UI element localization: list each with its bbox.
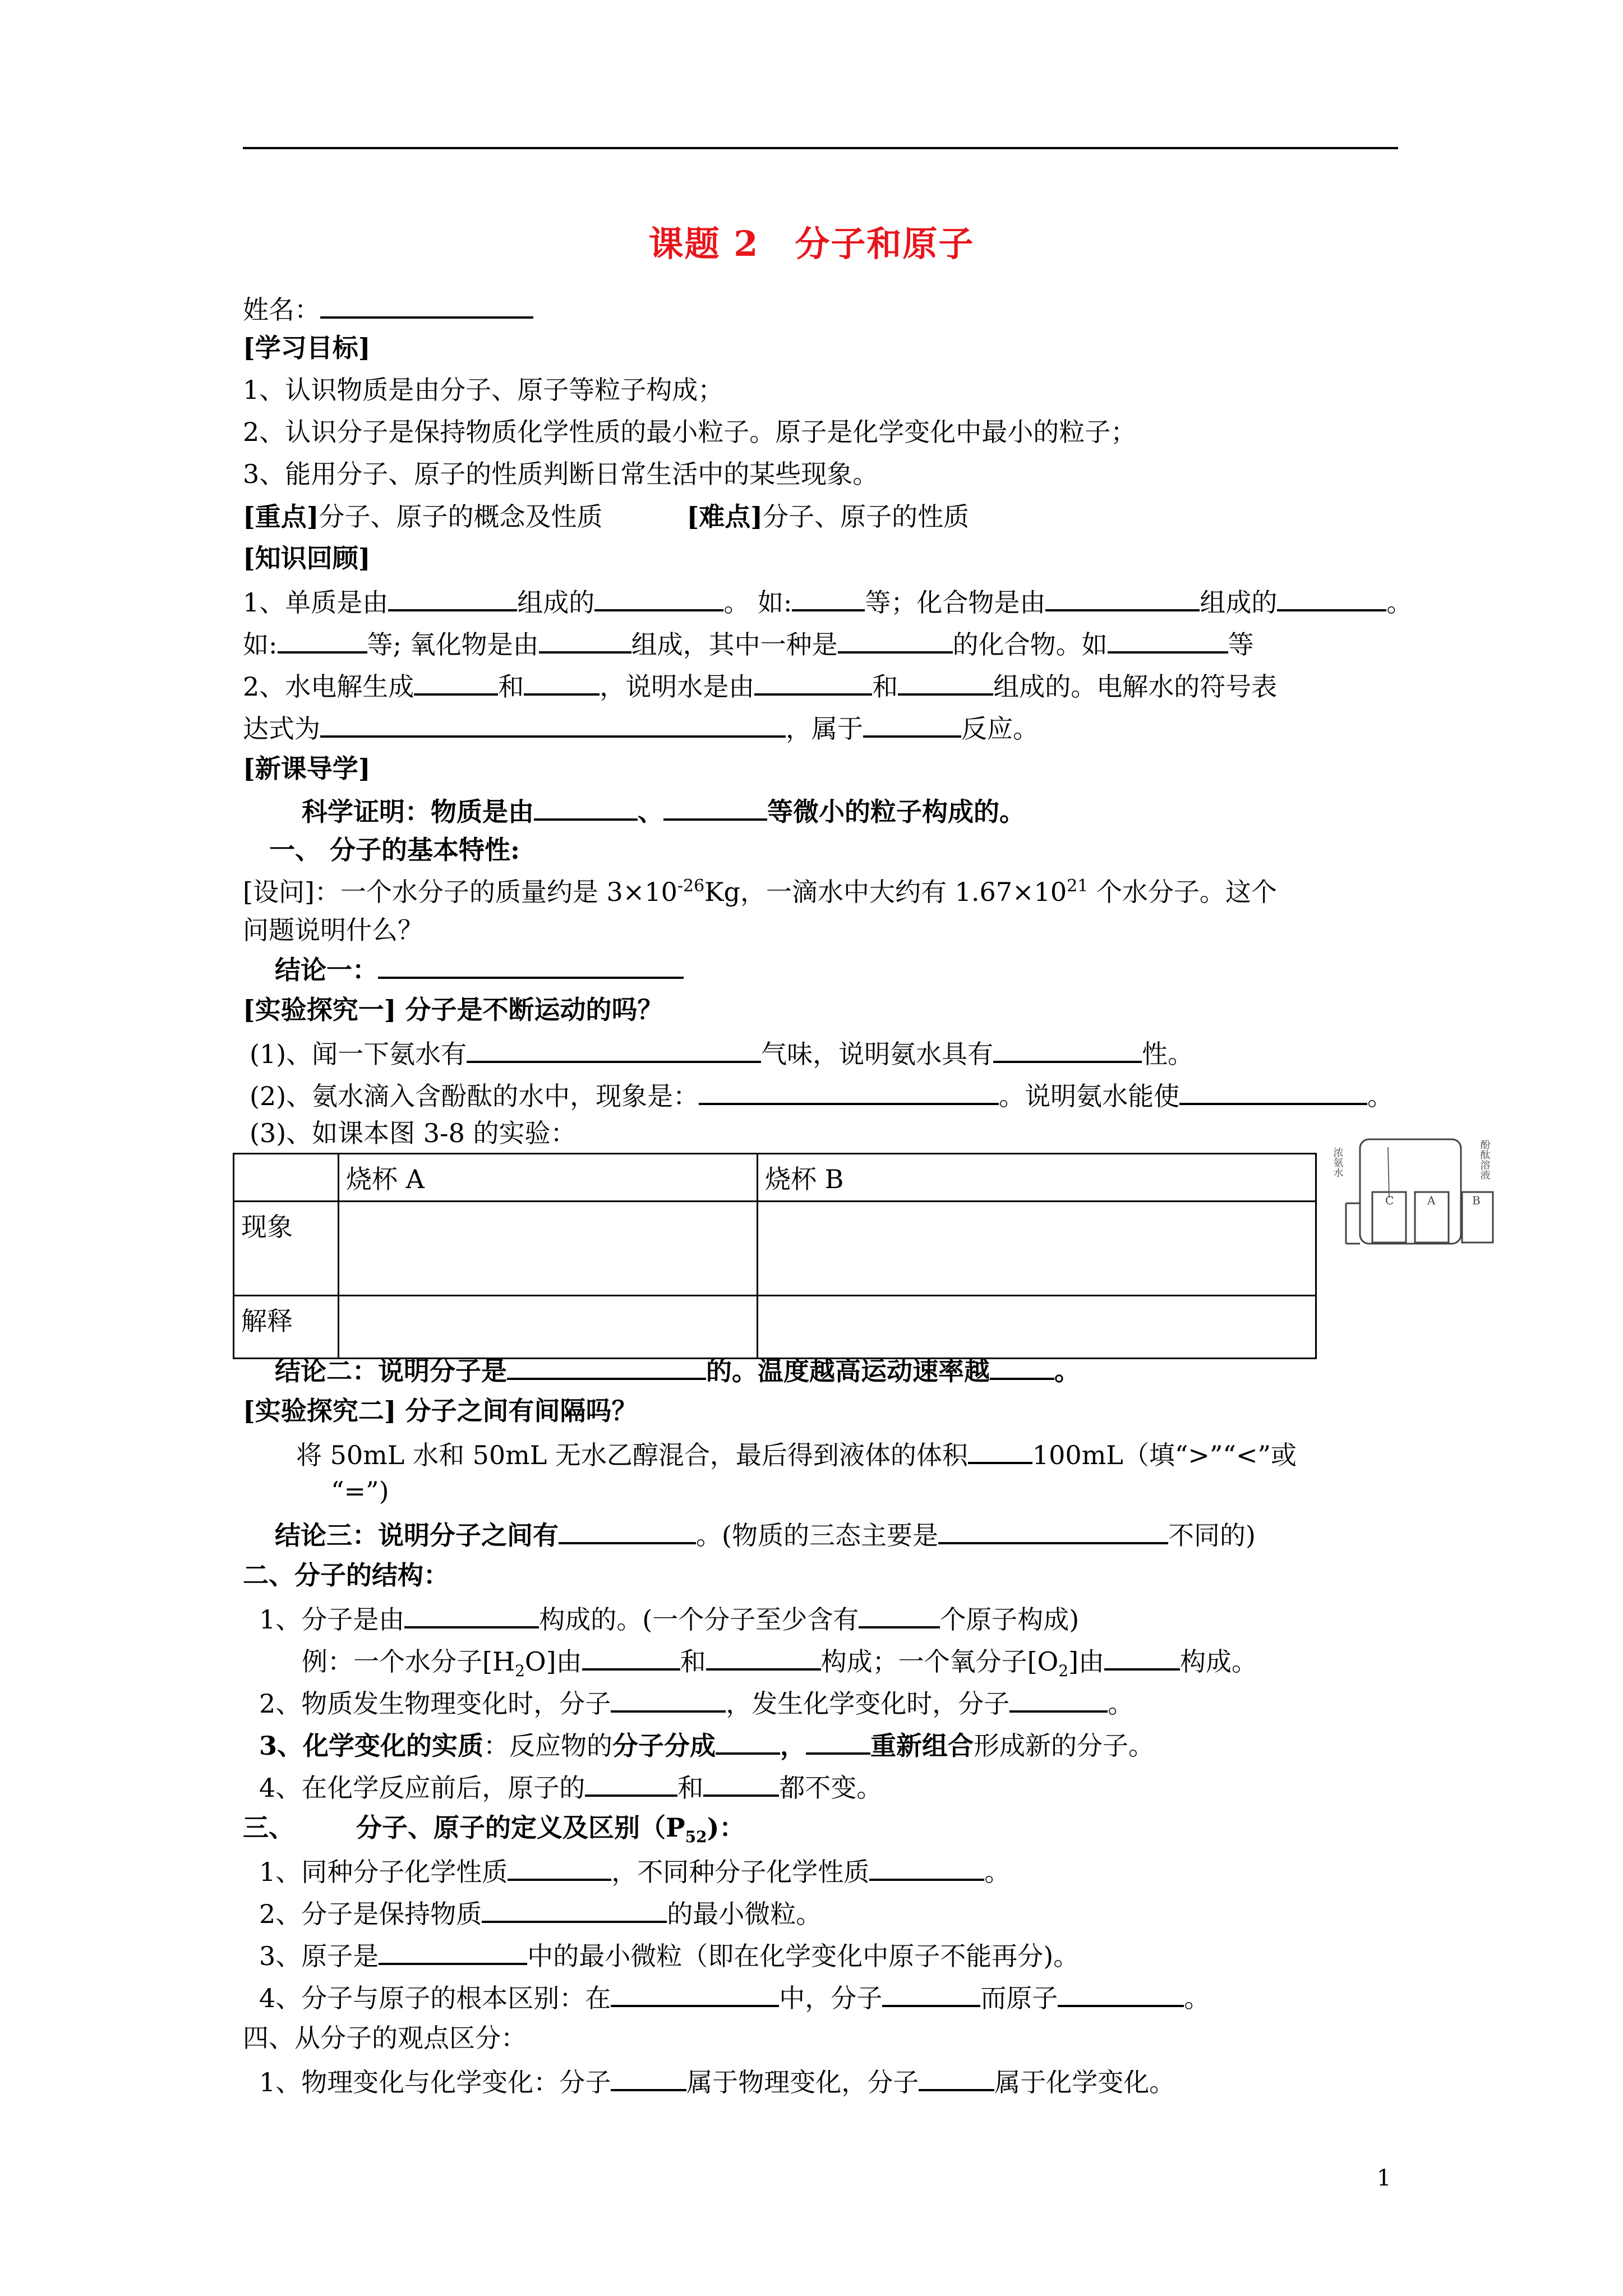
blank[interactable]: [582, 1644, 680, 1671]
blank[interactable]: [559, 1517, 696, 1544]
beaker-c-label: C: [1385, 1194, 1394, 1207]
blank[interactable]: [534, 794, 638, 821]
blank[interactable]: [859, 1602, 940, 1628]
goal-1: 1、认识物质是由分子、原子等粒子构成；: [243, 375, 724, 405]
blank[interactable]: [806, 1728, 870, 1755]
blank[interactable]: [508, 1854, 611, 1881]
part-1-heading: 一、 分子的基本特性:: [269, 835, 520, 865]
review-line-4: 达式为 ，属于 反应。: [243, 711, 1039, 744]
blank[interactable]: [320, 711, 786, 738]
blank[interactable]: [1277, 585, 1386, 611]
part-3-item-3: 3、原子是 中的最小微粒（即在化学变化中原子不能再分)。: [259, 1938, 1079, 1972]
part-2-item-2: 2、物质发生物理变化时，分子 ，发生化学变化时，分子 。: [259, 1686, 1133, 1719]
blank[interactable]: [585, 1770, 677, 1797]
cell-explanation-b[interactable]: [758, 1296, 1316, 1359]
blank[interactable]: [968, 1437, 1032, 1464]
blank[interactable]: [379, 1938, 527, 1965]
name-blank[interactable]: [320, 292, 533, 319]
blank[interactable]: [594, 585, 723, 611]
key-label: [重点]: [243, 501, 319, 532]
blank[interactable]: [792, 585, 865, 611]
blank[interactable]: [882, 1980, 980, 2007]
page-title: 课题 2 分子和原子: [648, 223, 975, 264]
review-line-2: 如: 等; 氧化物是由 组成，其中一种是 的化合物。如 等: [243, 627, 1254, 660]
blank[interactable]: [990, 1353, 1054, 1380]
part-2-item-1: 1、分子是由 构成的。(一个分子至少含有 个原子构成): [259, 1602, 1079, 1635]
blank[interactable]: [716, 1728, 780, 1755]
blank[interactable]: [378, 952, 684, 979]
blank[interactable]: [1009, 1686, 1108, 1713]
goal-3: 3、能用分子、原子的性质判断日常生活中的某些现象。: [243, 459, 879, 489]
part-3-item-1: 1、同种分子化学性质 ，不同种分子化学性质 。: [259, 1854, 1010, 1888]
table-corner: [234, 1154, 339, 1202]
blank[interactable]: [699, 1078, 999, 1105]
question-line: [设问]：一个水分子的质量约是 $3\times 10^{-26}Kg$，一滴水中大约有 $1.67\times 10^{21}$ 个水分子。这个: [243, 876, 1277, 907]
blank[interactable]: [611, 1686, 726, 1713]
science-line: 科学证明：物质是由 、 等微小的粒子构成的。: [302, 794, 1025, 827]
blank[interactable]: [482, 1896, 667, 1923]
header-rule: [243, 147, 1398, 149]
blank[interactable]: [898, 669, 993, 696]
section-new-lesson: [新课导学]: [243, 753, 371, 784]
blank[interactable]: [869, 1854, 984, 1881]
blank[interactable]: [467, 1036, 761, 1063]
beaker-experiment-figure: [1331, 1136, 1495, 1248]
review-line-1: 1、单质是由 组成的 。 如: 等；化合物是由 组成的 。: [243, 585, 1412, 618]
difficulty-label: [难点]: [686, 501, 763, 532]
blank[interactable]: [863, 711, 961, 738]
part-3-heading: 三、 分子、原子的定义及区别$(P_{52})$：: [243, 1812, 745, 1847]
blank[interactable]: [611, 1980, 779, 2007]
key-difficulty-line: [243, 501, 969, 532]
blank[interactable]: [993, 1036, 1142, 1063]
part-2-heading: 二、分子的结构：: [243, 1560, 449, 1590]
part-3-item-2: 2、分子是保持物质 的最小微粒。: [259, 1896, 822, 1930]
observation-table: [233, 1153, 1317, 1359]
question-line-2: 问题说明什么？: [243, 915, 423, 945]
concentrated-ammonia-label: 浓氨水: [1331, 1147, 1344, 1177]
conclusion-1: 结论一：: [275, 952, 684, 986]
blank[interactable]: [754, 669, 872, 696]
blank[interactable]: [1179, 1078, 1367, 1105]
blank[interactable]: [539, 627, 631, 654]
cell-explanation-a[interactable]: [339, 1296, 758, 1359]
conclusion-3: 结论三：说明分子之间有 。(物质的三态主要是 不同的): [275, 1517, 1256, 1551]
section-review: [知识回顾]: [243, 543, 371, 573]
blank[interactable]: [611, 2064, 686, 2091]
blank[interactable]: [938, 1517, 1168, 1544]
section-goals: [学习目标]: [243, 333, 371, 363]
blank[interactable]: [706, 1644, 821, 1671]
blank[interactable]: [703, 1770, 779, 1797]
part-4-item-1: 1、物理变化与化学变化：分子 属于物理变化，分子 属于化学变化。: [259, 2064, 1175, 2098]
experiment-2-title: [实验探究二] 分子之间有间隔吗？: [243, 1396, 638, 1426]
blank[interactable]: [414, 669, 498, 696]
row-label-explanation: 解释: [234, 1296, 339, 1359]
blank[interactable]: [919, 2064, 994, 2091]
experiment-2-text: 将 50mL 水和 50mL 无水乙醇混合，最后得到液体的体积 100mL（填“>”“<”或: [296, 1437, 1297, 1471]
blank[interactable]: [1108, 627, 1228, 654]
experiment-1-title: [实验探究一] 分子是不断运动的吗？: [243, 995, 663, 1025]
header-beaker-a: 烧杯 A: [339, 1154, 758, 1202]
part-4-heading: 四、从分子的观点区分：: [243, 2023, 527, 2053]
goal-2: 2、认识分子是保持物质化学性质的最小粒子。原子是化学变化中最小的粒子；: [243, 417, 1137, 447]
cell-phenomenon-a[interactable]: [339, 1202, 758, 1296]
name-line: [243, 292, 533, 325]
review-line-3: 2、水电解生成 和 ，说明水是由 和 组成的。电解水的符号表: [243, 669, 1277, 702]
blank[interactable]: [404, 1602, 539, 1628]
beaker-a-label: A: [1427, 1194, 1436, 1207]
blank[interactable]: [524, 669, 600, 696]
part-2-item-3: 3、化学变化的实质：反应物的分子分成 ， 重新组合形成新的分子。: [259, 1728, 1154, 1761]
part-2-item-4: 4、在化学反应前后，原子的 和 都不变。: [259, 1770, 882, 1803]
blank[interactable]: [278, 627, 367, 654]
blank[interactable]: [663, 794, 767, 821]
row-label-phenomenon: 现象: [234, 1202, 339, 1296]
header-beaker-b: 烧杯 B: [758, 1154, 1316, 1202]
blank[interactable]: [507, 1353, 706, 1380]
difficulty-text: 分子、原子的性质: [763, 501, 970, 532]
blank[interactable]: [838, 627, 953, 654]
experiment-1-item-1: (1)、闻一下氨水有 气味，说明氨水具有 性。: [250, 1036, 1193, 1070]
phenolphthalein-label: 酚酞溶液: [1478, 1139, 1491, 1180]
key-text: 分子、原子的概念及性质: [319, 501, 603, 532]
blank[interactable]: [1045, 585, 1200, 611]
blank[interactable]: [388, 585, 517, 611]
cell-phenomenon-b[interactable]: [758, 1202, 1316, 1296]
blank[interactable]: [1104, 1644, 1180, 1671]
page-number: 1: [1377, 2165, 1391, 2191]
experiment-1-item-2: (2)、氨水滴入含酚酞的水中，现象是： 。说明氨水能使 。: [250, 1078, 1393, 1112]
experiment-2-text-2: “=”): [331, 1476, 389, 1506]
blank[interactable]: [1058, 1980, 1184, 2007]
beaker-b-label: B: [1472, 1194, 1481, 1207]
conclusion-2: 结论二：说明分子是 的。温度越高运动速率越 。: [275, 1353, 1080, 1387]
part-3-item-4: 4、分子与原子的根本区别：在 中，分子 而原子 。: [259, 1980, 1210, 2014]
part-2-example: 例：一个水分子$[H_2O]$由 和 构成；一个氧分子$[O_2]$由 构成。: [302, 1644, 1257, 1687]
experiment-1-item-3: (3)、如课本图 3-8 的实验：: [250, 1118, 577, 1148]
name-label: 姓名：: [243, 295, 320, 325]
